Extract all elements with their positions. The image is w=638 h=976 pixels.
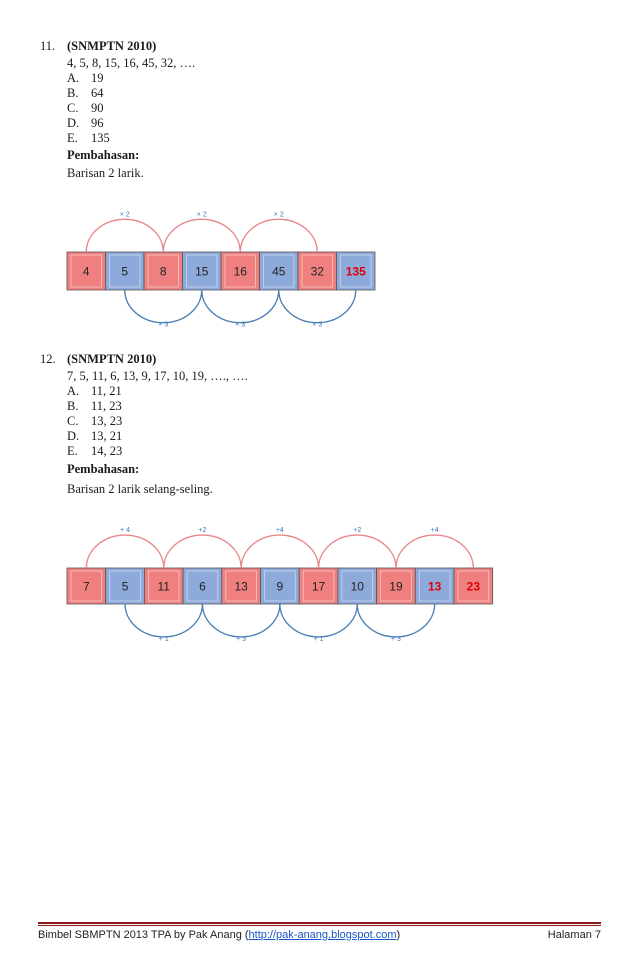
top-arc — [86, 219, 163, 252]
sequence-diagram — [67, 527, 493, 643]
bottom-arc — [125, 604, 202, 637]
bottom-arc-label: + 1 — [158, 635, 169, 643]
question-title: (SNMPTN 2010) — [67, 352, 157, 366]
sequence-value: 9 — [276, 579, 284, 594]
footer-prefix: Bimbel SBMPTN 2013 TPA by Pak Anang ( — [38, 929, 249, 941]
sequence-value: 17 — [311, 579, 326, 594]
question-title: (SNMPTN 2010) — [67, 39, 157, 53]
bottom-arc-label: × 3 — [235, 321, 246, 329]
top-arc-label: +2 — [353, 527, 362, 535]
option-e: E. 135 — [67, 131, 110, 145]
sequence-value: 6 — [199, 579, 206, 594]
footer-rule — [38, 922, 601, 924]
sequence-value: 15 — [195, 264, 209, 279]
sequence-value: 11 — [157, 579, 170, 594]
sequence-value: 19 — [389, 579, 403, 594]
top-arc-label: +2 — [198, 527, 207, 535]
bottom-arc-label: × 3 — [158, 321, 169, 329]
option-b: B. 64 — [67, 86, 104, 100]
bottom-arc-label: + 1 — [313, 635, 324, 643]
bottom-arc-label: × 3 — [312, 321, 323, 329]
top-arc — [164, 535, 241, 568]
top-arc-label: × 2 — [119, 211, 130, 219]
option-c: C. 90 — [67, 101, 104, 115]
sequence-value: 32 — [310, 264, 324, 279]
option-a: A. 19 — [67, 71, 104, 85]
sequence-diagram — [67, 211, 375, 328]
bottom-arc — [357, 604, 434, 637]
top-arc-label: +4 — [275, 527, 284, 535]
question-sequence: 7, 5, 11, 6, 13, 9, 17, 10, 19, …., …. — [67, 369, 248, 383]
top-arc — [396, 535, 473, 568]
option-a: A. 11, 21 — [67, 384, 122, 398]
sequence-value: 13 — [427, 579, 442, 594]
solution-explanation: Barisan 2 larik selang-seling. — [67, 482, 213, 496]
bottom-arc-label: + 3 — [236, 635, 247, 643]
bottom-arc — [202, 604, 279, 637]
top-arc — [319, 535, 396, 568]
sequence-value: 13 — [234, 579, 248, 594]
bottom-arc — [202, 290, 279, 323]
options-list — [67, 384, 122, 459]
sequence-value: 7 — [83, 579, 90, 594]
option-c: C. 13, 23 — [67, 414, 123, 428]
footer-link[interactable]: http://pak-anang.blogspot.com — [248, 929, 397, 941]
solution-heading: Pembahasan: — [67, 462, 140, 476]
solution-heading: Pembahasan: — [67, 148, 140, 162]
question-number: 12. — [40, 352, 56, 366]
option-d: D. 96 — [67, 116, 104, 130]
sequence-value: 5 — [121, 264, 129, 279]
top-arc — [163, 219, 240, 252]
bottom-arc — [279, 290, 356, 323]
bottom-arc — [280, 604, 357, 637]
bottom-arc-label: + 3 — [390, 635, 401, 643]
sequence-value: 135 — [345, 264, 366, 279]
page-number: Halaman 7 — [547, 929, 601, 941]
option-d: D. 13, 21 — [67, 429, 123, 443]
sequence-value: 45 — [272, 264, 286, 279]
top-arc-label: × 2 — [273, 211, 284, 219]
question-sequence: 4, 5, 8, 15, 16, 45, 32, …. — [67, 56, 196, 70]
sequence-value: 10 — [350, 579, 364, 594]
sequence-value: 23 — [466, 579, 481, 594]
top-arc-label: × 2 — [196, 211, 207, 219]
top-arc-label: + 4 — [120, 527, 131, 535]
sequence-value: 4 — [82, 264, 90, 279]
top-arc-label: +4 — [430, 527, 439, 535]
option-e: E. 14, 23 — [67, 444, 123, 458]
footer-suffix: ) — [396, 929, 401, 941]
top-arc — [240, 219, 317, 252]
top-arc — [241, 535, 318, 568]
footer-text — [38, 929, 400, 941]
option-b: B. 11, 23 — [67, 399, 122, 413]
sequence-value: 8 — [159, 264, 167, 279]
footer-rule-thin — [38, 925, 601, 926]
sequence-value: 5 — [121, 579, 129, 594]
top-arc — [86, 535, 163, 568]
bottom-arc — [125, 290, 202, 323]
solution-explanation: Barisan 2 larik. — [67, 166, 144, 180]
question-number: 11. — [40, 39, 56, 53]
sequence-value: 16 — [233, 264, 247, 279]
